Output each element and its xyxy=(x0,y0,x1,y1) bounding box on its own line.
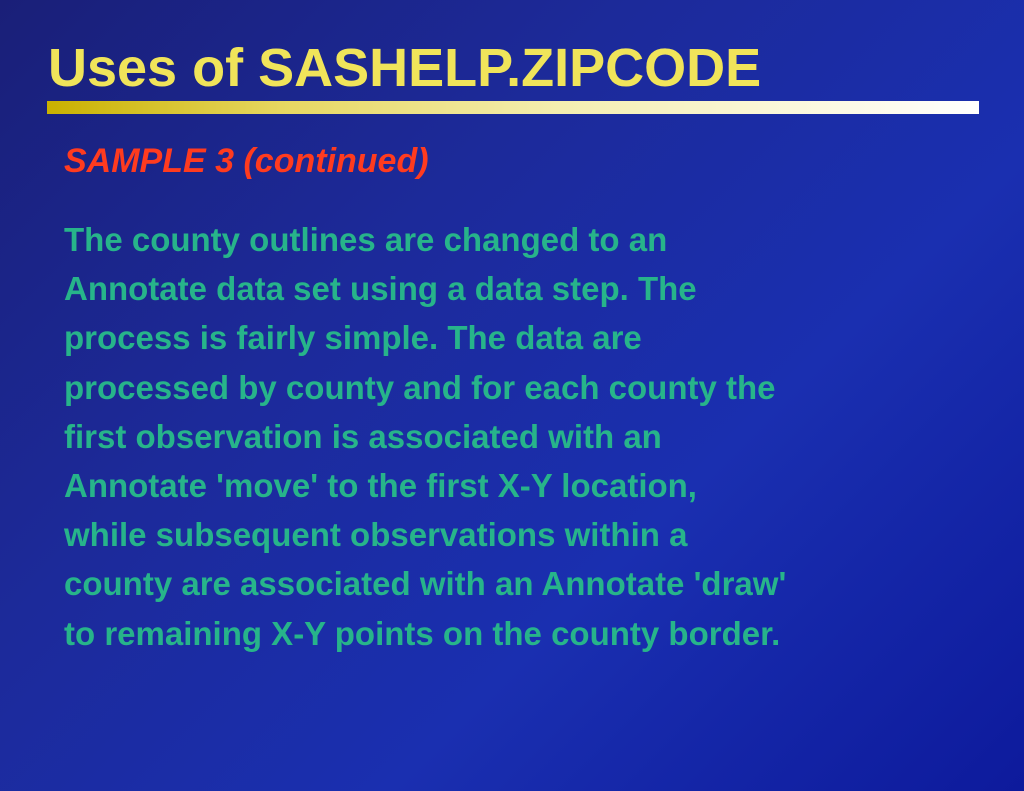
title-underline-rule xyxy=(47,101,979,114)
slide-subtitle: SAMPLE 3 (continued) xyxy=(64,142,429,180)
body-line: while subsequent observations within a xyxy=(64,516,688,554)
body-line: to remaining X-Y points on the county border. xyxy=(64,614,781,652)
body-line: Annotate 'move' to the first X-Y location, xyxy=(64,467,697,505)
body-line: processed by county and for each county the xyxy=(64,368,776,406)
body-line: The county outlines are changed to an xyxy=(64,221,668,258)
body-line: process is fairly simple. The data are xyxy=(64,319,642,357)
body-line: first observation is associated with an xyxy=(64,417,662,455)
body-line: Annotate data set using a data step. The xyxy=(64,270,697,308)
body-line: county are associated with an Annotate 'draw' xyxy=(64,565,787,603)
body-paragraph xyxy=(64,215,994,658)
slide-title: Uses of SASHELP.ZIPCODE xyxy=(48,38,762,98)
